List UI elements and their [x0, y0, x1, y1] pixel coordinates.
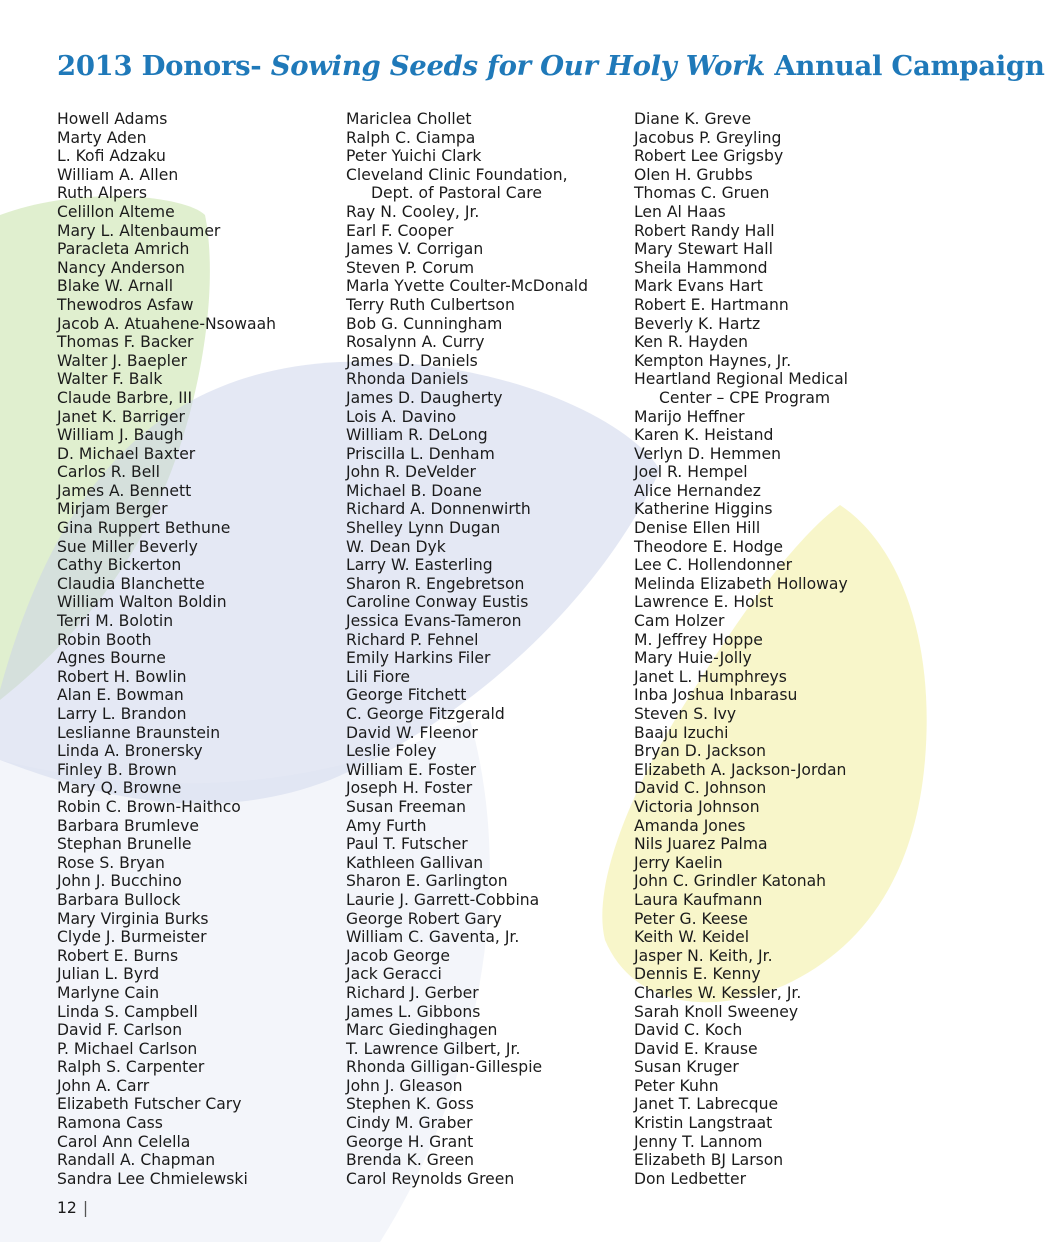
donor-name: Melinda Elizabeth Holloway — [634, 574, 848, 593]
donor-name: John J. Bucchino — [57, 872, 182, 891]
donor-name: Richard P. Fehnel — [346, 630, 479, 649]
donor-name: Nils Juarez Palma — [634, 835, 768, 854]
donor-name: C. George Fitzgerald — [346, 705, 505, 723]
donor-name: Mary Virginia Burks — [57, 909, 209, 928]
donor-name: David W. Fleenor — [346, 723, 478, 742]
donor-name: Thomas F. Backer — [57, 333, 194, 352]
donor-name: Theodore E. Hodge — [634, 537, 784, 556]
donor-name: Cathy Bickerton — [57, 556, 182, 575]
donor-name: George Fitchett — [346, 686, 467, 705]
donor-name: James D. Daugherty — [346, 388, 503, 407]
donor-name: Marc Giedinghagen — [346, 1021, 498, 1040]
donor-name: T. Lawrence Gilbert, Jr. — [346, 1039, 521, 1058]
donor-name: Marlyne Cain — [57, 983, 160, 1002]
donor-name: Blake W. Arnall — [57, 277, 174, 296]
donor-name: Keith W. Keidel — [634, 928, 750, 947]
donor-name: Bob G. Cunningham — [346, 314, 503, 333]
donor-name: Claude Barbre, III — [57, 388, 193, 407]
page-number: 12 — [57, 1199, 77, 1217]
donor-name: Kristin Langstraat — [634, 1114, 773, 1133]
donor-name: Richard A. Donnenwirth — [346, 500, 531, 519]
donor-name: Jerry Kaelin — [634, 853, 723, 872]
donor-name: William R. DeLong — [346, 426, 488, 445]
donor-name: Mark Evans Hart — [634, 277, 763, 296]
donor-name: Cam Holzer — [634, 612, 725, 631]
donor-name: Kempton Haynes, Jr. — [634, 351, 792, 370]
donor-column-1 — [57, 110, 276, 1188]
donor-name: Peter G. Keese — [634, 909, 748, 928]
donor-name: Michael B. Doane — [346, 481, 482, 500]
donor-name: William C. Gaventa, Jr. — [346, 928, 520, 947]
donor-name: Finley B. Brown — [57, 760, 177, 779]
donor-name: Rosalynn A. Curry — [346, 333, 485, 352]
donor-name: Ruth Alpers — [57, 184, 147, 203]
donor-name: Stephan Brunelle — [57, 835, 192, 854]
donor-column-3 — [634, 110, 848, 1188]
page-footer — [57, 1199, 88, 1217]
donor-name: Ralph S. Carpenter — [57, 1058, 205, 1077]
donor-name: Lawrence E. Holst — [634, 593, 774, 612]
donor-name: James D. Daniels — [346, 351, 478, 370]
donor-name: James A. Bennett — [57, 481, 192, 500]
donor-name: Marijo Heffner — [634, 407, 745, 426]
donor-name: Priscilla L. Denham — [346, 444, 495, 463]
donor-name: Leslie Foley — [346, 742, 437, 761]
donor-name: Clyde J. Burmeister — [57, 928, 207, 947]
donor-name: David F. Carlson — [57, 1021, 183, 1040]
donor-name: Steven S. Ivy — [634, 705, 737, 723]
donor-name: Sue Miller Beverly — [57, 537, 198, 556]
donor-name: Stephen K. Goss — [346, 1095, 474, 1114]
title-suffix: Annual Campaign — [765, 50, 1045, 82]
donor-name: David E. Krause — [634, 1039, 758, 1058]
donor-name: Susan Freeman — [346, 797, 467, 816]
donor-name: Peter Yuichi Clark — [346, 147, 482, 166]
donor-name: Sharon R. Engebretson — [346, 574, 525, 593]
donor-name: Jenny T. Lannom — [634, 1132, 763, 1151]
donor-name: Mary L. Altenbaumer — [57, 221, 221, 240]
donor-name: John A. Carr — [57, 1076, 150, 1095]
donor-name: Amy Furth — [346, 816, 427, 835]
donor-name: Alice Hernandez — [634, 481, 761, 500]
donor-name: Olen H. Grubbs — [634, 165, 753, 184]
donor-name: Janet L. Humphreys — [634, 667, 787, 686]
donor-name: Rose S. Bryan — [57, 853, 165, 872]
donor-name: Susan Kruger — [634, 1058, 739, 1077]
donor-name: Randall A. Chapman — [57, 1151, 216, 1170]
donor-name: Terry Ruth Culbertson — [346, 295, 515, 314]
donor-name: Paracleta Amrich — [57, 240, 190, 259]
donor-name: Sandra Lee Chmielewski — [57, 1169, 248, 1188]
donor-name: Shelley Lynn Dugan — [346, 519, 501, 538]
donor-name: Mary Q. Browne — [57, 779, 182, 798]
donor-name: Beverly K. Hartz — [634, 314, 761, 333]
donor-name: Robert E. Burns — [57, 946, 179, 965]
donor-name: Steven P. Corum — [346, 258, 475, 277]
donor-name: Jacob A. Atuahene-Nsowaah — [57, 314, 277, 333]
donor-name: Marla Yvette Coulter-McDonald — [346, 277, 589, 296]
footer-separator: | — [82, 1199, 89, 1217]
title-year: 2013 Donors- — [57, 50, 271, 82]
donor-name: Thewodros Asfaw — [57, 295, 194, 314]
donor-name: Larry W. Easterling — [346, 556, 493, 575]
donor-name: Marty Aden — [57, 128, 147, 147]
donor-name: Claudia Blanchette — [57, 574, 205, 593]
donor-name: Mary Stewart Hall — [634, 240, 773, 259]
donor-name: Carol Reynolds Green — [346, 1169, 515, 1188]
donor-name: George H. Grant — [346, 1132, 474, 1151]
donor-name: Sarah Knoll Sweeney — [634, 1002, 799, 1021]
donor-name: John R. DeVelder — [346, 463, 476, 482]
donor-name: Don Ledbetter — [634, 1169, 747, 1188]
donor-name: William Walton Boldin — [57, 593, 227, 612]
donor-name: Diane K. Greve — [634, 110, 752, 128]
donor-name: Mirjam Berger — [57, 500, 168, 519]
donor-name: Charles W. Kessler, Jr. — [634, 983, 802, 1002]
donor-name: Robert H. Bowlin — [57, 667, 187, 686]
donor-name: Joel R. Hempel — [634, 463, 748, 482]
donor-name-continuation: Dept. of Pastoral Care — [371, 184, 542, 203]
donor-name: William J. Baugh — [57, 426, 184, 445]
donor-name: D. Michael Baxter — [57, 444, 196, 463]
donor-name: Rhonda Daniels — [346, 370, 469, 389]
title-campaign-name: Sowing Seeds for Our Holy Work — [270, 50, 766, 82]
donor-name: Celillon Alteme — [57, 202, 175, 221]
donor-name: Victoria Johnson — [634, 797, 760, 816]
donor-name: William A. Allen — [57, 165, 179, 184]
donor-name: Agnes Bourne — [57, 649, 166, 668]
donor-name: Lili Fiore — [346, 667, 411, 686]
donor-name: Robert Lee Grigsby — [634, 147, 784, 166]
donor-name: Paul T. Futscher — [346, 835, 468, 854]
donor-name: Jacobus P. Greyling — [634, 128, 782, 147]
donor-name: Julian L. Byrd — [57, 965, 160, 984]
page-title — [57, 50, 1045, 82]
donor-name: Janet T. Labrecque — [634, 1095, 779, 1114]
donor-name: Laurie J. Garrett-Cobbina — [346, 890, 540, 909]
donor-name: Thomas C. Gruen — [634, 184, 770, 203]
donor-name: Emily Harkins Filer — [346, 649, 491, 668]
donor-name: Verlyn D. Hemmen — [634, 444, 781, 463]
donor-name: Larry L. Brandon — [57, 705, 187, 723]
donor-name: P. Michael Carlson — [57, 1039, 198, 1058]
donor-name: Jacob George — [346, 946, 450, 965]
donor-name: Alan E. Bowman — [57, 686, 184, 705]
donor-name: Walter F. Balk — [57, 370, 163, 389]
donor-name: Janet K. Barriger — [57, 407, 185, 426]
donor-name: Baaju Izuchi — [634, 723, 729, 742]
donor-name: L. Kofi Adzaku — [57, 147, 166, 166]
donor-name: Walter J. Baepler — [57, 351, 187, 370]
donor-name: Carlos R. Bell — [57, 463, 160, 482]
donor-name: Jasper N. Keith, Jr. — [634, 946, 773, 965]
donor-name: Lois A. Davino — [346, 407, 457, 426]
donor-name-continuation: Center – CPE Program — [659, 388, 831, 407]
donor-name: M. Jeffrey Hoppe — [634, 630, 763, 649]
donor-name: Elizabeth A. Jackson-Jordan — [634, 760, 847, 779]
donor-name: Robert E. Hartmann — [634, 295, 789, 314]
donor-name: Robin C. Brown-Haithco — [57, 797, 241, 816]
donor-name: James V. Corrigan — [346, 240, 484, 259]
donor-name: James L. Gibbons — [346, 1002, 481, 1021]
donor-name: Ralph C. Ciampa — [346, 128, 476, 147]
donor-name: John J. Gleason — [346, 1076, 463, 1095]
donor-name: Mariclea Chollet — [346, 110, 472, 128]
donor-name: Ray N. Cooley, Jr. — [346, 202, 480, 221]
donor-name: Linda A. Bronersky — [57, 742, 203, 761]
donor-name: Mary Huie-Jolly — [634, 649, 752, 668]
donor-name: John C. Grindler Katonah — [634, 872, 827, 891]
donor-name: Bryan D. Jackson — [634, 742, 766, 761]
donor-name: Barbara Brumleve — [57, 816, 199, 835]
donor-name: Len Al Haas — [634, 202, 726, 221]
donor-name: Kathleen Gallivan — [346, 853, 484, 872]
donor-name: Sharon E. Garlington — [346, 872, 508, 891]
donor-name: Jessica Evans-Tameron — [346, 612, 522, 631]
donor-name: Katherine Higgins — [634, 500, 773, 519]
donor-name: Richard J. Gerber — [346, 983, 479, 1002]
donor-name: Inba Joshua Inbarasu — [634, 686, 798, 705]
donor-name: David C. Koch — [634, 1021, 743, 1040]
donor-name: Dennis E. Kenny — [634, 965, 761, 984]
donor-name: Robin Booth — [57, 630, 152, 649]
donor-name: Rhonda Gilligan-Gillespie — [346, 1058, 543, 1077]
donor-name: Ken R. Hayden — [634, 333, 748, 352]
donor-name: Robert Randy Hall — [634, 221, 775, 240]
donor-name: Brenda K. Green — [346, 1151, 475, 1170]
donor-name: Earl F. Cooper — [346, 221, 454, 240]
donor-name: Denise Ellen Hill — [634, 519, 761, 538]
donor-name: William E. Foster — [346, 760, 477, 779]
donor-name: Heartland Regional Medical — [634, 370, 848, 389]
donor-name: David C. Johnson — [634, 779, 767, 798]
donor-name: Elizabeth BJ Larson — [634, 1151, 784, 1170]
donor-name: Cleveland Clinic Foundation, — [346, 165, 568, 184]
donor-name: Howell Adams — [57, 110, 168, 128]
donor-name: Terri M. Bolotin — [57, 612, 174, 631]
donor-name: Cindy M. Graber — [346, 1114, 473, 1133]
donor-name: Amanda Jones — [634, 816, 746, 835]
donor-name: Barbara Bullock — [57, 890, 181, 909]
donor-name: W. Dean Dyk — [346, 537, 446, 556]
donor-name: Carol Ann Celella — [57, 1132, 191, 1151]
donor-name: Linda S. Campbell — [57, 1002, 198, 1021]
donor-name: Peter Kuhn — [634, 1076, 719, 1095]
donor-name: Gina Ruppert Bethune — [57, 519, 231, 538]
donor-name: Nancy Anderson — [57, 258, 185, 277]
donor-name: Sheila Hammond — [634, 258, 768, 277]
donor-name: George Robert Gary — [346, 909, 502, 928]
donor-name: Karen K. Heistand — [634, 426, 774, 445]
donor-name: Ramona Cass — [57, 1114, 163, 1133]
donor-name: Jack Geracci — [346, 965, 442, 984]
donor-name: Joseph H. Foster — [346, 779, 473, 798]
donor-name: Caroline Conway Eustis — [346, 593, 529, 612]
donor-name: Lee C. Hollendonner — [634, 556, 792, 575]
donor-name: Leslianne Braunstein — [57, 723, 221, 742]
donor-column-2 — [346, 110, 588, 1188]
donor-name: Laura Kaufmann — [634, 890, 763, 909]
donor-name: Elizabeth Futscher Cary — [57, 1095, 242, 1114]
